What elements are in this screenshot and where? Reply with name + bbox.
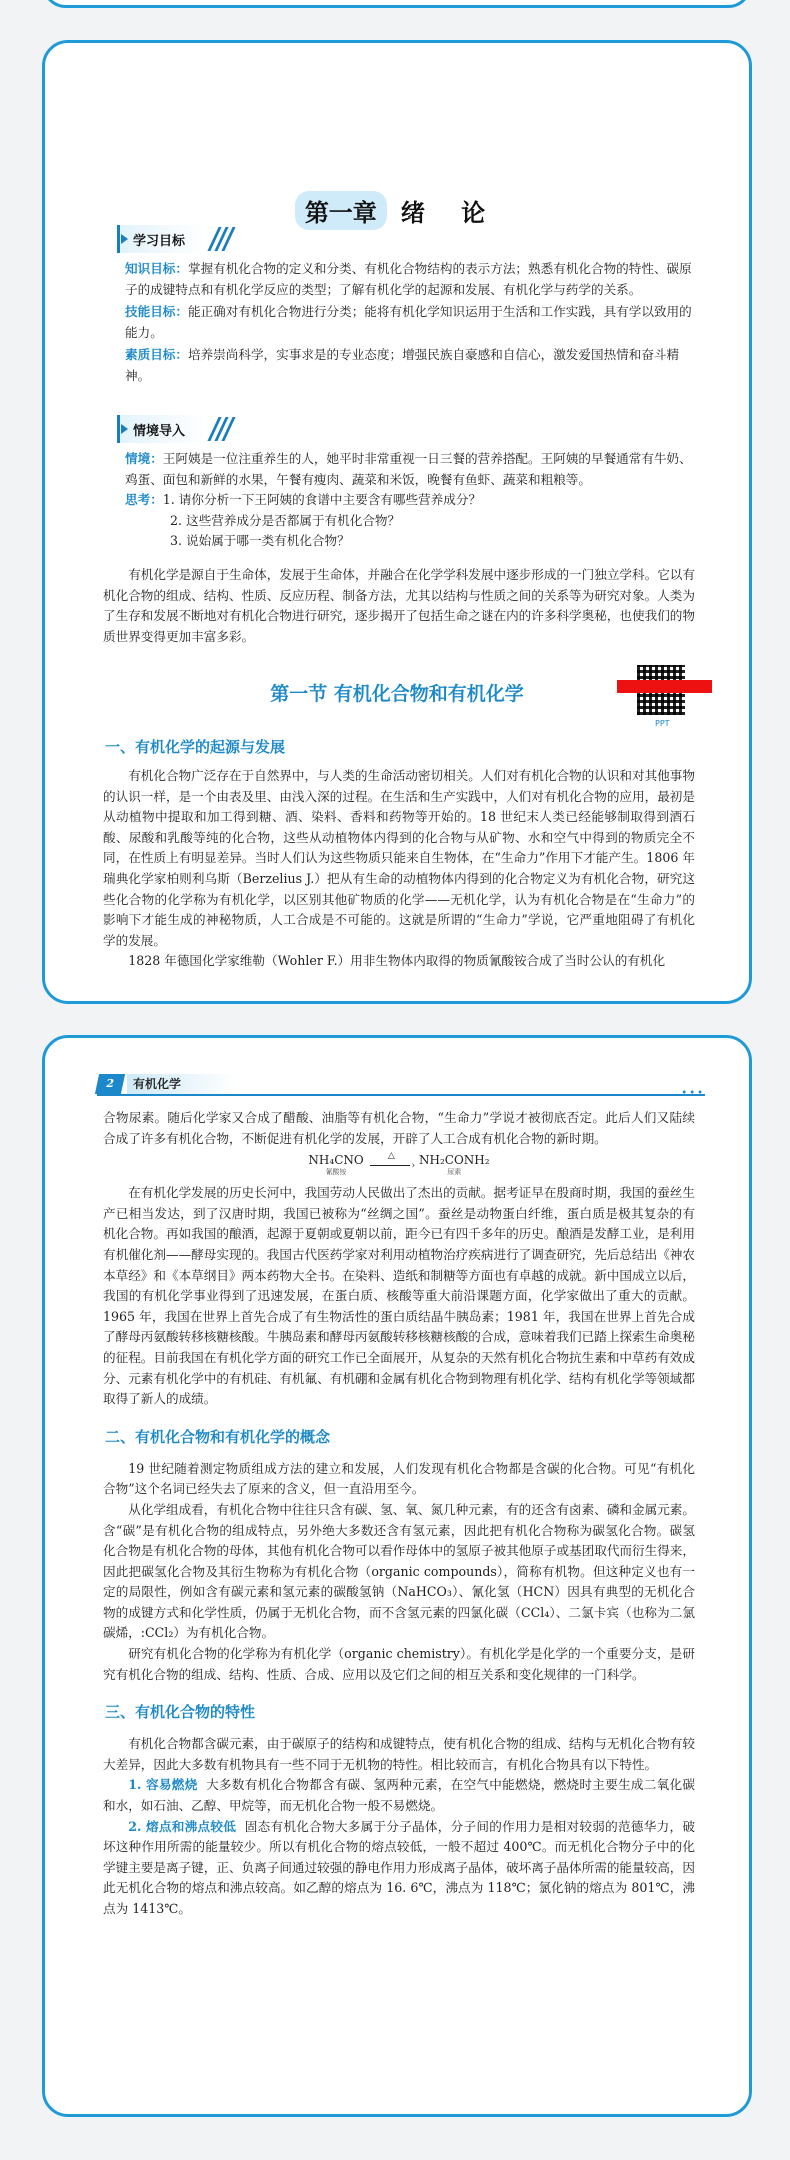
property-text: 大多数有机化合物都含有碳、氢两种元素，在空气中能燃烧，燃烧时主要生成二氧化碳和水，如石油、乙醇、甲烷等，而无机化合物一般不易燃烧。 <box>103 1777 695 1814</box>
property-melting-point <box>103 1817 695 1920</box>
urea-equation: NH₄CNO 氰酸铵 △ › NH₂CONH₂ 尿素 <box>308 1151 490 1177</box>
intro-block <box>103 565 695 647</box>
scenario-body: 王阿姨是一位注重养生的人，她平时非常重视一日三餐的营养搭配。王阿姨的早餐通常有牛奶、鸡蛋、面包和新鲜的水果，午餐有瘦肉、蔬菜和米饭，晚餐有鱼虾、蔬菜和粗粮等。 <box>125 451 692 487</box>
china-contribution-paragraph: 在有机化学发展的历史长河中，我国劳动人民做出了杰出的贡献。据考证早在殷商时期，我国的蚕丝生产已相当发达，到了汉唐时期，我国已被称为“丝绸之国”。蚕丝是动物蛋白纤维，蛋白质是极其复杂的有机化合物。再如我国的酿酒，起源于夏朝或夏朝以前，距今已有四千多年的历史。酿酒是发酵工业，是利用有机催化剂——酵母实现的。我国古代医药学家对利用动植物治疗疾病进行了调查研究，先后总结出《神农本草经》和《本草纲目》两本药物大全书。在染料、造纸和制糖等方面也有卓越的成就。新中国成立以后，我国的有机化学事业得到了迅速发展，在蛋白质、核酸等重大前沿课题方面，化学家做出了重大的贡献。1965 年，我国在世界上首先合成了有生物活性的蛋白质结晶牛胰岛素；1981 年，我国在世界上首先合成了酵母丙氨酸转移核糖核酸。牛胰岛素和酵母丙氨酸转移核糖核酸的合成，意味着我们已踏上探索生命奥秘的征程。目前我国在有机化学方面的研究工作已全面展开，从复杂的天然有机化合物抗生素和中草药有效成分、元素有机化学中的有机硅、有机氟、有机硼和金属有机化合物到物理有机化学、结构有机化学等领域都取得了新人的成绩。 <box>103 1185 695 1407</box>
origin-paragraph-2: 1828 年德国化学家维勒（Wohler F.）用非生物体内取得的物质氰酸铵合成了当时公认的有机化 <box>128 953 666 969</box>
goal-text: 掌握有机化合物的定义和分类、有机化合物结构的表示方法；熟悉有机化合物的特性、碳原子的成键特点和有机化学反应的类型；了解有机化学的起源和发展、有机化学与药学的关系。 <box>125 261 692 297</box>
property-label: 2. 熔点和沸点较低 <box>128 1818 237 1834</box>
properties-intro: 有机化合物都含碳元素，由于碳原子的结构和成键特点，使有机化合物的组成、结构与无机化合物有较大差异，因此大多数有机物具有一些不同于无机物的特性。相比较而言，有机化合物具有以下特性。 <box>103 1736 695 1772</box>
continued-paragraph: 合物尿素。随后化学家又合成了醋酸、油脂等有机化合物，“生命力”学说才被彻底否定。此后人们又陆续合成了许多有机化合物，不断促进有机化学的发展，开辟了人工合成有机化合物的新时期。 <box>103 1110 695 1146</box>
chapter-number: 第一章 <box>295 191 387 230</box>
scenario-tag <box>117 415 231 443</box>
intro-paragraph: 有机化学是源自于生命体，发展于生命体，并融合在化学学科发展中逐步形成的一门独立学科。它以有机化合物的组成、结构、性质、反应历程、制备方法，尤其以结构与性质之间的关系等为研究对象。人类为了生存和发展不断地对有机化合物进行研究，逐步揭开了包括生命之谜在内的许多科学奥秘，也使我们的物质世界变得更加丰富多彩。 <box>103 567 695 644</box>
scenario-tag-label: 情境导入 <box>133 424 186 439</box>
goal-quality <box>125 345 693 386</box>
heading-properties: 三、有机化合物的特性 <box>105 1703 256 1722</box>
goals-tag <box>117 225 231 253</box>
think-label: 思考： <box>125 492 163 508</box>
scenario-block <box>125 449 693 552</box>
previous-page-card <box>42 0 752 8</box>
origin-block <box>103 766 695 972</box>
property-label: 1. 容易燃烧 <box>128 1777 198 1793</box>
triangle-icon <box>121 234 128 244</box>
page-number: 2 <box>95 1074 125 1094</box>
reactant-name: 氰酸铵 <box>325 1168 347 1177</box>
goal-label: 技能目标： <box>125 304 188 320</box>
redaction-bar <box>617 680 712 693</box>
qr-caption: PPT <box>655 719 670 728</box>
think-q1 <box>125 490 693 511</box>
triangle-icon <box>121 424 128 434</box>
reaction-condition: △ <box>387 1151 395 1162</box>
think-question: 1. 请你分析一下王阿姨的食谱中主要含有哪些营养成分？ <box>162 492 482 508</box>
think-q2: 2. 这些营养成分是否都属于有机化合物？ <box>170 512 401 528</box>
think-q3: 3. 说始属于哪一类有机化合物？ <box>170 533 350 549</box>
property-combustion <box>103 1775 695 1816</box>
scenario-text <box>125 449 693 490</box>
goal-text: 培养崇尚科学，实事求是的专业态度；增强民族自豪感和自信心，激发爱国热情和奋斗精神。 <box>125 347 680 383</box>
goal-label: 素质目标： <box>125 347 188 363</box>
origin-heading <box>105 736 695 757</box>
goal-knowledge <box>125 259 693 300</box>
goals-tag-label: 学习目标 <box>133 234 186 249</box>
header-dots: ••• <box>681 1088 705 1099</box>
reactant-formula: NH₄CNO <box>308 1153 364 1168</box>
origin-paragraph-1: 有机化合物广泛存在于自然界中，与人类的生命活动密切相关。人们对有机化合物的认识和对其他事物的认识一样，是一个由表及里、由浅入深的过程。在生活和生产实践中，人们对有机化合物的应用，最初是从动植物中提取和加工得到糖、酒、染料、香料和药物等开始的。18 世纪末人类已经能够制取得到酒石酸、尿酸和乳酸等纯的化合物，这些从动植物体内得到的化合物与从矿物、水和空气中得到的物质完全不同，在性质上有明显差异。当时人们认为这些物质只能来自生物体，在“生命力”作用下才能产生。1806 年瑞典化学家柏则利乌斯（Berzelius J.）把从有生命的动植物体内得到的化合物定义为有机化合物，研究这些化合物的化学称为有机化学，以区别其他矿物质的化学——无机化学，认为有机化合物是在“生命力”的影响下才能生成的神秘物质，人工合成是不可能的。这就是所谓的“生命力”学说，它严重地阻碍了有机化学的发展。 <box>103 768 695 948</box>
product-formula: NH₂CONH₂ <box>418 1153 490 1168</box>
heading-origin: 一、有机化学的起源与发展 <box>105 738 286 756</box>
goal-text: 能正确对有机化合物进行分类；能将有机化学知识运用于生活和工作实践，具有学以致用的能力。 <box>125 304 692 340</box>
concept-paragraph-3: 研究有机化合物的化学称为有机化学（organic chemistry）。有机化学是化学的一个重要分支，是研究有机化合物的组成、结构、性质、合成、应用以及它们之间的相互关系和变化规律的一门科学。 <box>103 1646 695 1682</box>
product-name: 尿素 <box>447 1168 462 1177</box>
page-card-2 <box>42 1035 752 2117</box>
concept-paragraph-1: 19 世纪随着测定物质组成方法的建立和发展，人们发现有机化合物都是含碳的化合物。可见“有机化合物”这个名词已经失去了原来的含义，但一直沿用至今。 <box>103 1460 695 1497</box>
running-header-title: 有机化学 <box>127 1074 237 1094</box>
heading-concept: 二、有机化合物和有机化学的概念 <box>105 1427 331 1446</box>
section-title: 第一节 有机化合物和有机化学 <box>270 683 524 705</box>
page-card-1 <box>42 40 752 1004</box>
page2-body <box>103 1108 695 1920</box>
goal-skill <box>125 302 693 343</box>
reaction-arrow-icon <box>370 1165 410 1166</box>
goal-label: 知识目标： <box>125 261 188 276</box>
goals-list <box>125 259 693 387</box>
header-rule <box>97 1094 705 1096</box>
concept-paragraph-2: 从化学组成看，有机化合物中往往只含有碳、氢、氧、氮几种元素，有的还含有卤素、磷和金属元素。含“碳”是有机化合物的组成特点，另外绝大多数还含有氢元素，因此把有机化合物称为碳氢化合物。碳氢化合物是有机化合物的母体，其他有机化合物可以看作母体中的氢原子被其他原子或基团取代而衍生得来，因此把碳氢化合物及其衍生物称为有机化合物（organic compounds），简称有机物。但这种定义也有一定的局限性，例如含有碳元素和氢元素的碳酸氢钠（NaHCO₃）、氰化氢（HCN）因具有典型的无机化合物的成键方式和化学性质，仍属于无机化合物，而不含氢元素的四氯化碳（CCl₄）、二氯卡宾（也称为二氯碳烯，:CCl₂）为有机化合物。 <box>103 1501 695 1641</box>
scenario-label: 情境： <box>125 451 163 466</box>
chapter-name: 绪 论 <box>400 198 500 227</box>
property-text: 固态有机化合物大多属于分子晶体，分子间的作用力是相对较弱的范德华力，破坏这种作用所需的能量较少。所以有机化合物的熔点较低，一般不超过 400℃。而无机化合物分子中的化学键主要是离子键，正、负离子间通过较强的静电作用力形成离子晶体，破坏离子晶体所需的能量较高，因此无机化合物的熔点和沸点较高。如乙醇的熔点为 16. 6℃，沸点为 118℃；氯化钠的熔点为 801℃，沸点为 1413℃。 <box>103 1818 695 1916</box>
